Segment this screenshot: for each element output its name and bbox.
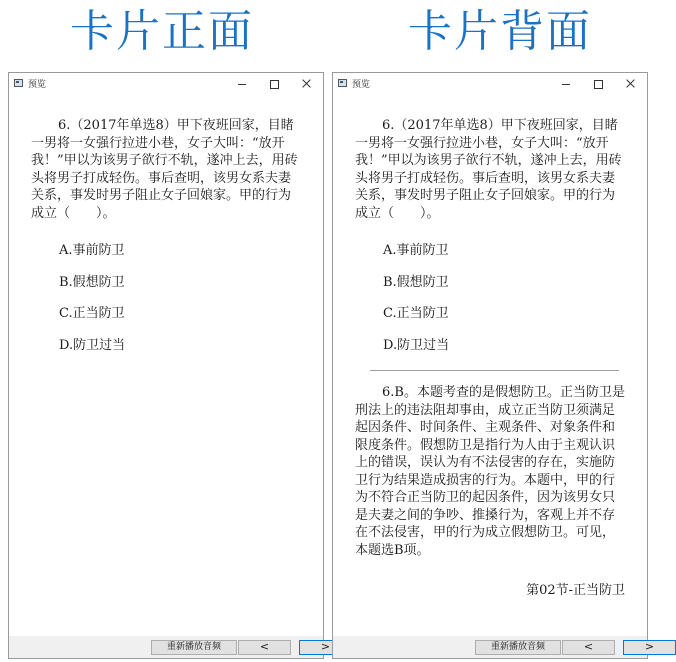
close-icon[interactable] bbox=[615, 73, 645, 95]
preview-window-front bbox=[8, 72, 331, 659]
question-text: 6.（2017年单选8）甲下夜班回家，目睹一男将一女强行拉进小巷，女子大叫：“放开我！”甲以为该男子欲行不轨，遂冲上去，用砖头将男子打成轻伤。事后查明，该男女系夫妻关系，事发时男子阻止女子回娘家。甲的行为成立（ ）。 bbox=[355, 118, 622, 221]
options-list bbox=[355, 235, 627, 361]
bottom-bar bbox=[9, 636, 331, 658]
window-title: 预览 bbox=[28, 80, 47, 90]
window-app-icon bbox=[338, 79, 347, 87]
prev-button[interactable]: < bbox=[562, 640, 615, 655]
next-button[interactable]: > bbox=[623, 640, 676, 655]
window-app-icon bbox=[14, 79, 23, 87]
maximize-icon[interactable] bbox=[583, 73, 613, 95]
preview-window-back bbox=[332, 72, 655, 659]
question-text: 6.（2017年单选8）甲下夜班回家，目睹一男将一女强行拉进小巷，女子大叫：“放开我！”甲以为该男子欲行不轨，遂冲上去，用砖头将男子打成轻伤。事后查明，该男女系夫妻关系，事发时男子阻止女子回娘家。甲的行为成立（ ）。 bbox=[31, 118, 298, 221]
answer-divider bbox=[370, 370, 619, 371]
replay-audio-button[interactable]: 重新播放音频 bbox=[475, 640, 561, 655]
option-d[interactable]: D.防卫过当 bbox=[383, 337, 450, 353]
title-bar bbox=[333, 73, 647, 95]
option-c[interactable]: C.正当防卫 bbox=[383, 306, 449, 321]
front-heading: 卡片正面 bbox=[70, 6, 254, 57]
replay-audio-button[interactable]: 重新播放音频 bbox=[151, 640, 237, 655]
section-label: 第02节-正当防卫 bbox=[526, 583, 625, 598]
title-bar bbox=[9, 73, 323, 95]
minimize-icon[interactable] bbox=[551, 73, 581, 95]
option-b[interactable]: B.假想防卫 bbox=[59, 274, 125, 290]
back-heading: 卡片背面 bbox=[408, 6, 592, 57]
option-a[interactable]: A.事前防卫 bbox=[383, 243, 449, 258]
minimize-icon[interactable] bbox=[227, 73, 257, 95]
prev-button[interactable]: < bbox=[238, 640, 291, 655]
bottom-bar bbox=[333, 636, 655, 658]
option-b[interactable]: B.假想防卫 bbox=[383, 274, 449, 290]
close-icon[interactable] bbox=[291, 73, 321, 95]
explanation-text: 6.B。本题考查的是假想防卫。正当防卫是刑法上的违法阻却事由，成立正当防卫须满足起因条件、时间条件、主观条件、对象条件和限度条件。假想防卫是指行为人由于主观认识上的错误，误认为有不法侵害的存在，实施防卫行为结果造成损害的行为。本题中，甲的行为不符合正当防卫的起因条件，因为该男女只是夫妻之间的争吵、推搡行为，客观上并不存在不法侵害，甲的行为成立假想防卫。可见，本题选B项。 bbox=[355, 385, 625, 558]
card-content bbox=[31, 117, 303, 361]
window-title: 预览 bbox=[352, 80, 371, 90]
option-c[interactable]: C.正当防卫 bbox=[59, 306, 125, 321]
options-list bbox=[31, 235, 303, 361]
maximize-icon[interactable] bbox=[259, 73, 289, 95]
option-a[interactable]: A.事前防卫 bbox=[59, 243, 125, 258]
next-button[interactable]: > bbox=[299, 640, 352, 655]
card-content bbox=[355, 117, 627, 600]
option-d[interactable]: D.防卫过当 bbox=[59, 337, 126, 353]
